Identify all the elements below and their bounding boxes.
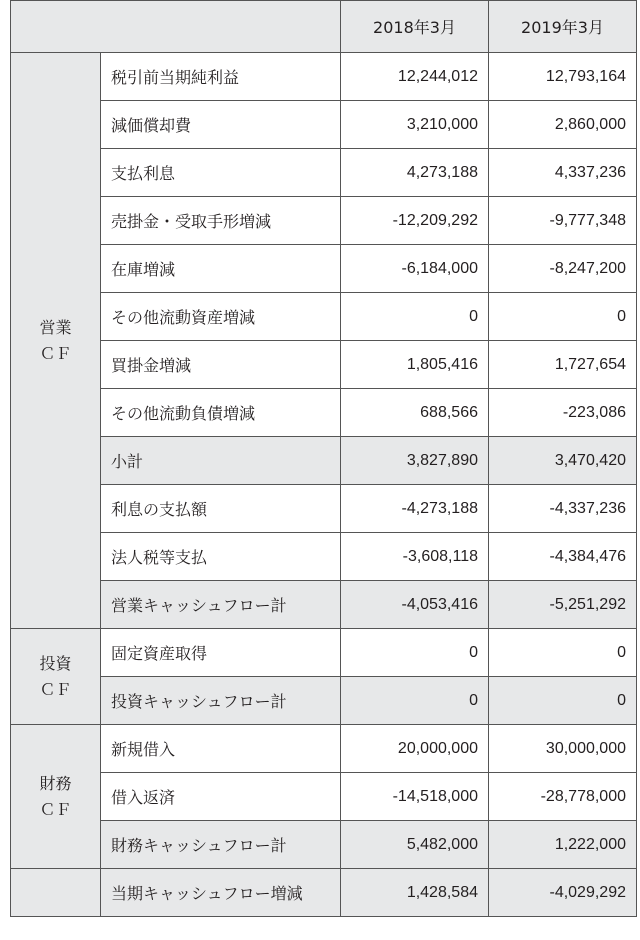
table-row	[11, 869, 637, 917]
table-row	[11, 725, 637, 773]
value-2019: -4,337,236	[489, 485, 637, 533]
row-label: 買掛金増減	[101, 341, 341, 389]
section-label-line: 財務	[39, 773, 72, 793]
value-2019: -223,086	[489, 389, 637, 437]
value-2019: 2,860,000	[489, 101, 637, 149]
row-label: 法人税等支払	[101, 533, 341, 581]
cash-flow-table	[10, 0, 637, 917]
section-label-line: ＣＦ	[39, 343, 72, 363]
section-label	[11, 629, 101, 725]
row-label: その他流動資産増減	[101, 293, 341, 341]
row-label: その他流動負債増減	[101, 389, 341, 437]
value-2018: 0	[341, 629, 489, 677]
value-2019: 1,727,654	[489, 341, 637, 389]
value-2019: 3,470,420	[489, 437, 637, 485]
cash-flow-body	[11, 53, 637, 917]
table-row	[11, 773, 637, 821]
value-2018: 3,827,890	[341, 437, 489, 485]
value-2019: -8,247,200	[489, 245, 637, 293]
value-2018: 12,244,012	[341, 53, 489, 101]
row-label: 投資キャッシュフロー計	[101, 677, 341, 725]
row-label: 営業キャッシュフロー計	[101, 581, 341, 629]
value-2018: -3,608,118	[341, 533, 489, 581]
value-2019: 4,337,236	[489, 149, 637, 197]
row-label: 当期キャッシュフロー増減	[101, 869, 341, 917]
row-label: 税引前当期純利益	[101, 53, 341, 101]
row-label: 利息の支払額	[101, 485, 341, 533]
value-2019: 0	[489, 677, 637, 725]
table-row	[11, 677, 637, 725]
value-2018: 1,805,416	[341, 341, 489, 389]
value-2019: -9,777,348	[489, 197, 637, 245]
value-2018: -6,184,000	[341, 245, 489, 293]
value-2018: -4,273,188	[341, 485, 489, 533]
value-2019: -5,251,292	[489, 581, 637, 629]
value-2018: -4,053,416	[341, 581, 489, 629]
table-row	[11, 821, 637, 869]
table-row	[11, 101, 637, 149]
value-2018: 0	[341, 677, 489, 725]
section-label-line: 投資	[39, 653, 72, 673]
section-label-line: 営業	[39, 317, 72, 337]
value-2018: 5,482,000	[341, 821, 489, 869]
section-label-line: ＣＦ	[39, 679, 72, 699]
table-row	[11, 629, 637, 677]
value-2019: -4,029,292	[489, 869, 637, 917]
section-label-line: ＣＦ	[39, 799, 72, 819]
value-2018: 3,210,000	[341, 101, 489, 149]
value-2018: 1,428,584	[341, 869, 489, 917]
table-row	[11, 293, 637, 341]
row-label: 新規借入	[101, 725, 341, 773]
row-label: 固定資産取得	[101, 629, 341, 677]
value-2018: 4,273,188	[341, 149, 489, 197]
value-2019: 12,793,164	[489, 53, 637, 101]
row-label: 支払利息	[101, 149, 341, 197]
table-row	[11, 485, 637, 533]
header-row	[11, 1, 637, 53]
table-row	[11, 389, 637, 437]
section-label	[11, 869, 101, 917]
value-2018: -14,518,000	[341, 773, 489, 821]
row-label: 借入返済	[101, 773, 341, 821]
table-row	[11, 149, 637, 197]
row-label: 減価償却費	[101, 101, 341, 149]
section-label	[11, 53, 101, 629]
value-2018: 0	[341, 293, 489, 341]
value-2019: 30,000,000	[489, 725, 637, 773]
row-label: 財務キャッシュフロー計	[101, 821, 341, 869]
value-2019: 0	[489, 293, 637, 341]
table-row	[11, 53, 637, 101]
header-2019: 2019年3月	[489, 1, 637, 53]
value-2019: 1,222,000	[489, 821, 637, 869]
header-2018: 2018年3月	[341, 1, 489, 53]
value-2019: -28,778,000	[489, 773, 637, 821]
table-row	[11, 437, 637, 485]
table-row	[11, 581, 637, 629]
row-label: 在庫増減	[101, 245, 341, 293]
table-row	[11, 197, 637, 245]
value-2018: 20,000,000	[341, 725, 489, 773]
value-2019: 0	[489, 629, 637, 677]
row-label: 小計	[101, 437, 341, 485]
section-label	[11, 725, 101, 869]
table-row	[11, 341, 637, 389]
table-row	[11, 245, 637, 293]
header-blank	[11, 1, 341, 53]
value-2018: -12,209,292	[341, 197, 489, 245]
value-2019: -4,384,476	[489, 533, 637, 581]
table-row	[11, 533, 637, 581]
value-2018: 688,566	[341, 389, 489, 437]
row-label: 売掛金・受取手形増減	[101, 197, 341, 245]
